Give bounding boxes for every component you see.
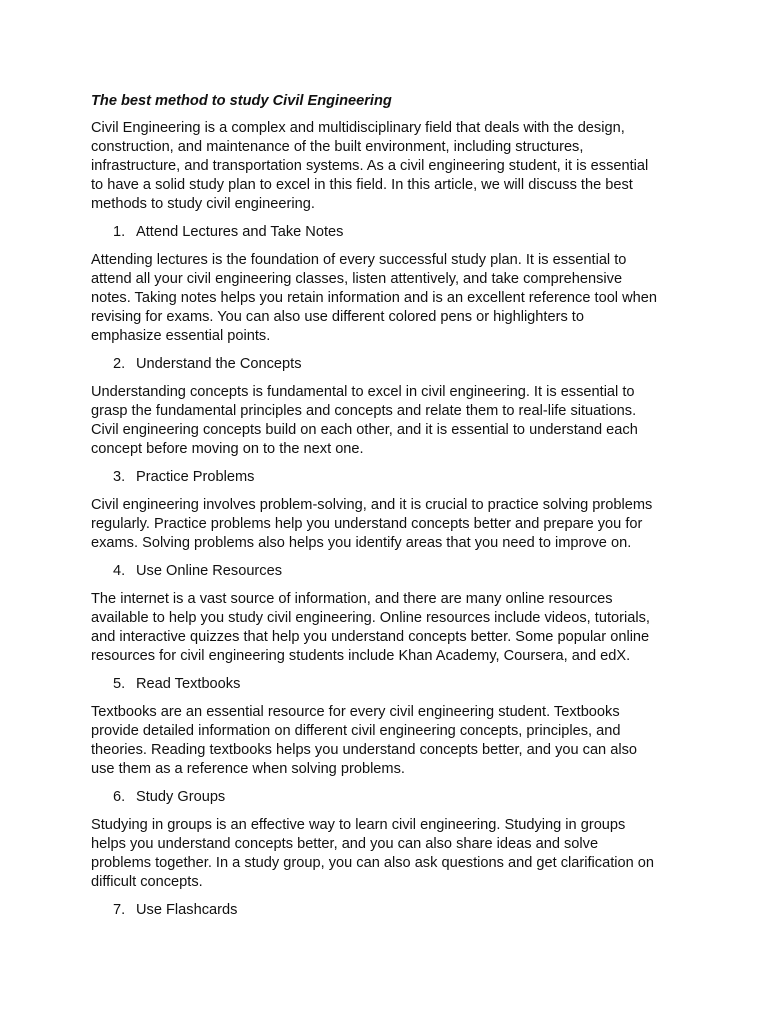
paragraph-line: theories. Reading textbooks helps you understand concepts better, and you can also <box>91 742 638 758</box>
paragraph-line: Textbooks are an essential resource for every civil engineering student. Textbooks <box>91 704 620 720</box>
paragraph-line: revising for exams. You can also use different colored pens or highlighters to <box>91 309 584 325</box>
paragraph-line: emphasize essential points. <box>91 328 271 344</box>
paragraph-line: The internet is a vast source of information, and there are many online resources <box>91 591 613 607</box>
intro-paragraph <box>91 119 691 214</box>
list-number: 6. <box>113 789 126 805</box>
paragraph-line: attend all your civil engineering classes, listen attentively, and take comprehensive <box>91 271 623 287</box>
paragraph-line: grasp the fundamental principles and concepts and relate them to real-life situations. <box>91 403 637 419</box>
paragraph-line: Attending lectures is the foundation of every successful study plan. It is essential to <box>91 252 627 268</box>
section-paragraph-1 <box>91 251 691 346</box>
section-heading-2 <box>91 355 691 374</box>
paragraph-line: Understanding concepts is fundamental to excel in civil engineering. It is essential to <box>91 384 635 400</box>
paragraph-line: Civil Engineering is a complex and multidisciplinary field that deals with the design, <box>91 120 625 136</box>
section-paragraph-3 <box>91 496 691 553</box>
section-heading-text: Attend Lectures and Take Notes <box>136 224 344 240</box>
section-heading-text: Use Online Resources <box>136 563 283 579</box>
section-paragraph-2 <box>91 383 691 459</box>
document-page <box>91 92 691 929</box>
paragraph-line: difficult concepts. <box>91 874 203 890</box>
paragraph-line: notes. Taking notes helps you retain information and is an excellent reference tool when <box>91 290 657 306</box>
paragraph-line: provide detailed information on different civil engineering concepts, principles, and <box>91 723 621 739</box>
paragraph-line: concept before moving on to the next one. <box>91 441 364 457</box>
document-title: The best method to study Civil Engineering <box>91 93 392 109</box>
paragraph-line: Studying in groups is an effective way to learn civil engineering. Studying in groups <box>91 817 626 833</box>
paragraph-line: use them as a reference when solving problems. <box>91 761 405 777</box>
section-heading-text: Use Flashcards <box>136 902 238 918</box>
list-number: 1. <box>113 224 126 240</box>
list-number: 3. <box>113 469 126 485</box>
paragraph-line: methods to study civil engineering. <box>91 196 315 212</box>
section-heading-text: Study Groups <box>136 789 226 805</box>
list-number: 5. <box>113 676 126 692</box>
paragraph-line: and interactive quizzes that help you understand concepts better. Some popular online <box>91 629 650 645</box>
paragraph-line: construction, and maintenance of the built environment, including structures, <box>91 139 584 155</box>
paragraph-line: problems together. In a study group, you can also ask questions and get clarification on <box>91 855 655 871</box>
section-heading-text: Practice Problems <box>136 469 255 485</box>
paragraph-line: available to help you study civil engineering. Online resources include videos, tutorials, <box>91 610 650 626</box>
section-paragraph-5 <box>91 703 691 779</box>
section-heading-7 <box>91 901 691 920</box>
paragraph-line: to have a solid study plan to excel in this field. In this article, we will discuss the best <box>91 177 633 193</box>
section-heading-3 <box>91 468 691 487</box>
section-heading-1 <box>91 223 691 242</box>
paragraph-line: Civil engineering involves problem-solving, and it is crucial to practice solving problems <box>91 497 653 513</box>
list-number: 7. <box>113 902 126 918</box>
section-heading-text: Understand the Concepts <box>136 356 302 372</box>
section-heading-5 <box>91 675 691 694</box>
section-paragraph-6 <box>91 816 691 892</box>
list-number: 4. <box>113 563 126 579</box>
paragraph-line: helps you understand concepts better, and you can also share ideas and solve <box>91 836 599 852</box>
section-heading-6 <box>91 788 691 807</box>
paragraph-line: exams. Solving problems also helps you identify areas that you need to improve on. <box>91 535 632 551</box>
section-heading-4 <box>91 562 691 581</box>
paragraph-line: infrastructure, and transportation systems. As a civil engineering student, it is essential <box>91 158 649 174</box>
section-paragraph-4 <box>91 590 691 666</box>
paragraph-line: regularly. Practice problems help you understand concepts better and prepare you for <box>91 516 643 532</box>
paragraph-line: Civil engineering concepts build on each other, and it is essential to understand each <box>91 422 638 438</box>
paragraph-line: resources for civil engineering students include Khan Academy, Coursera, and edX. <box>91 648 631 664</box>
section-heading-text: Read Textbooks <box>136 676 241 692</box>
list-number: 2. <box>113 356 126 372</box>
